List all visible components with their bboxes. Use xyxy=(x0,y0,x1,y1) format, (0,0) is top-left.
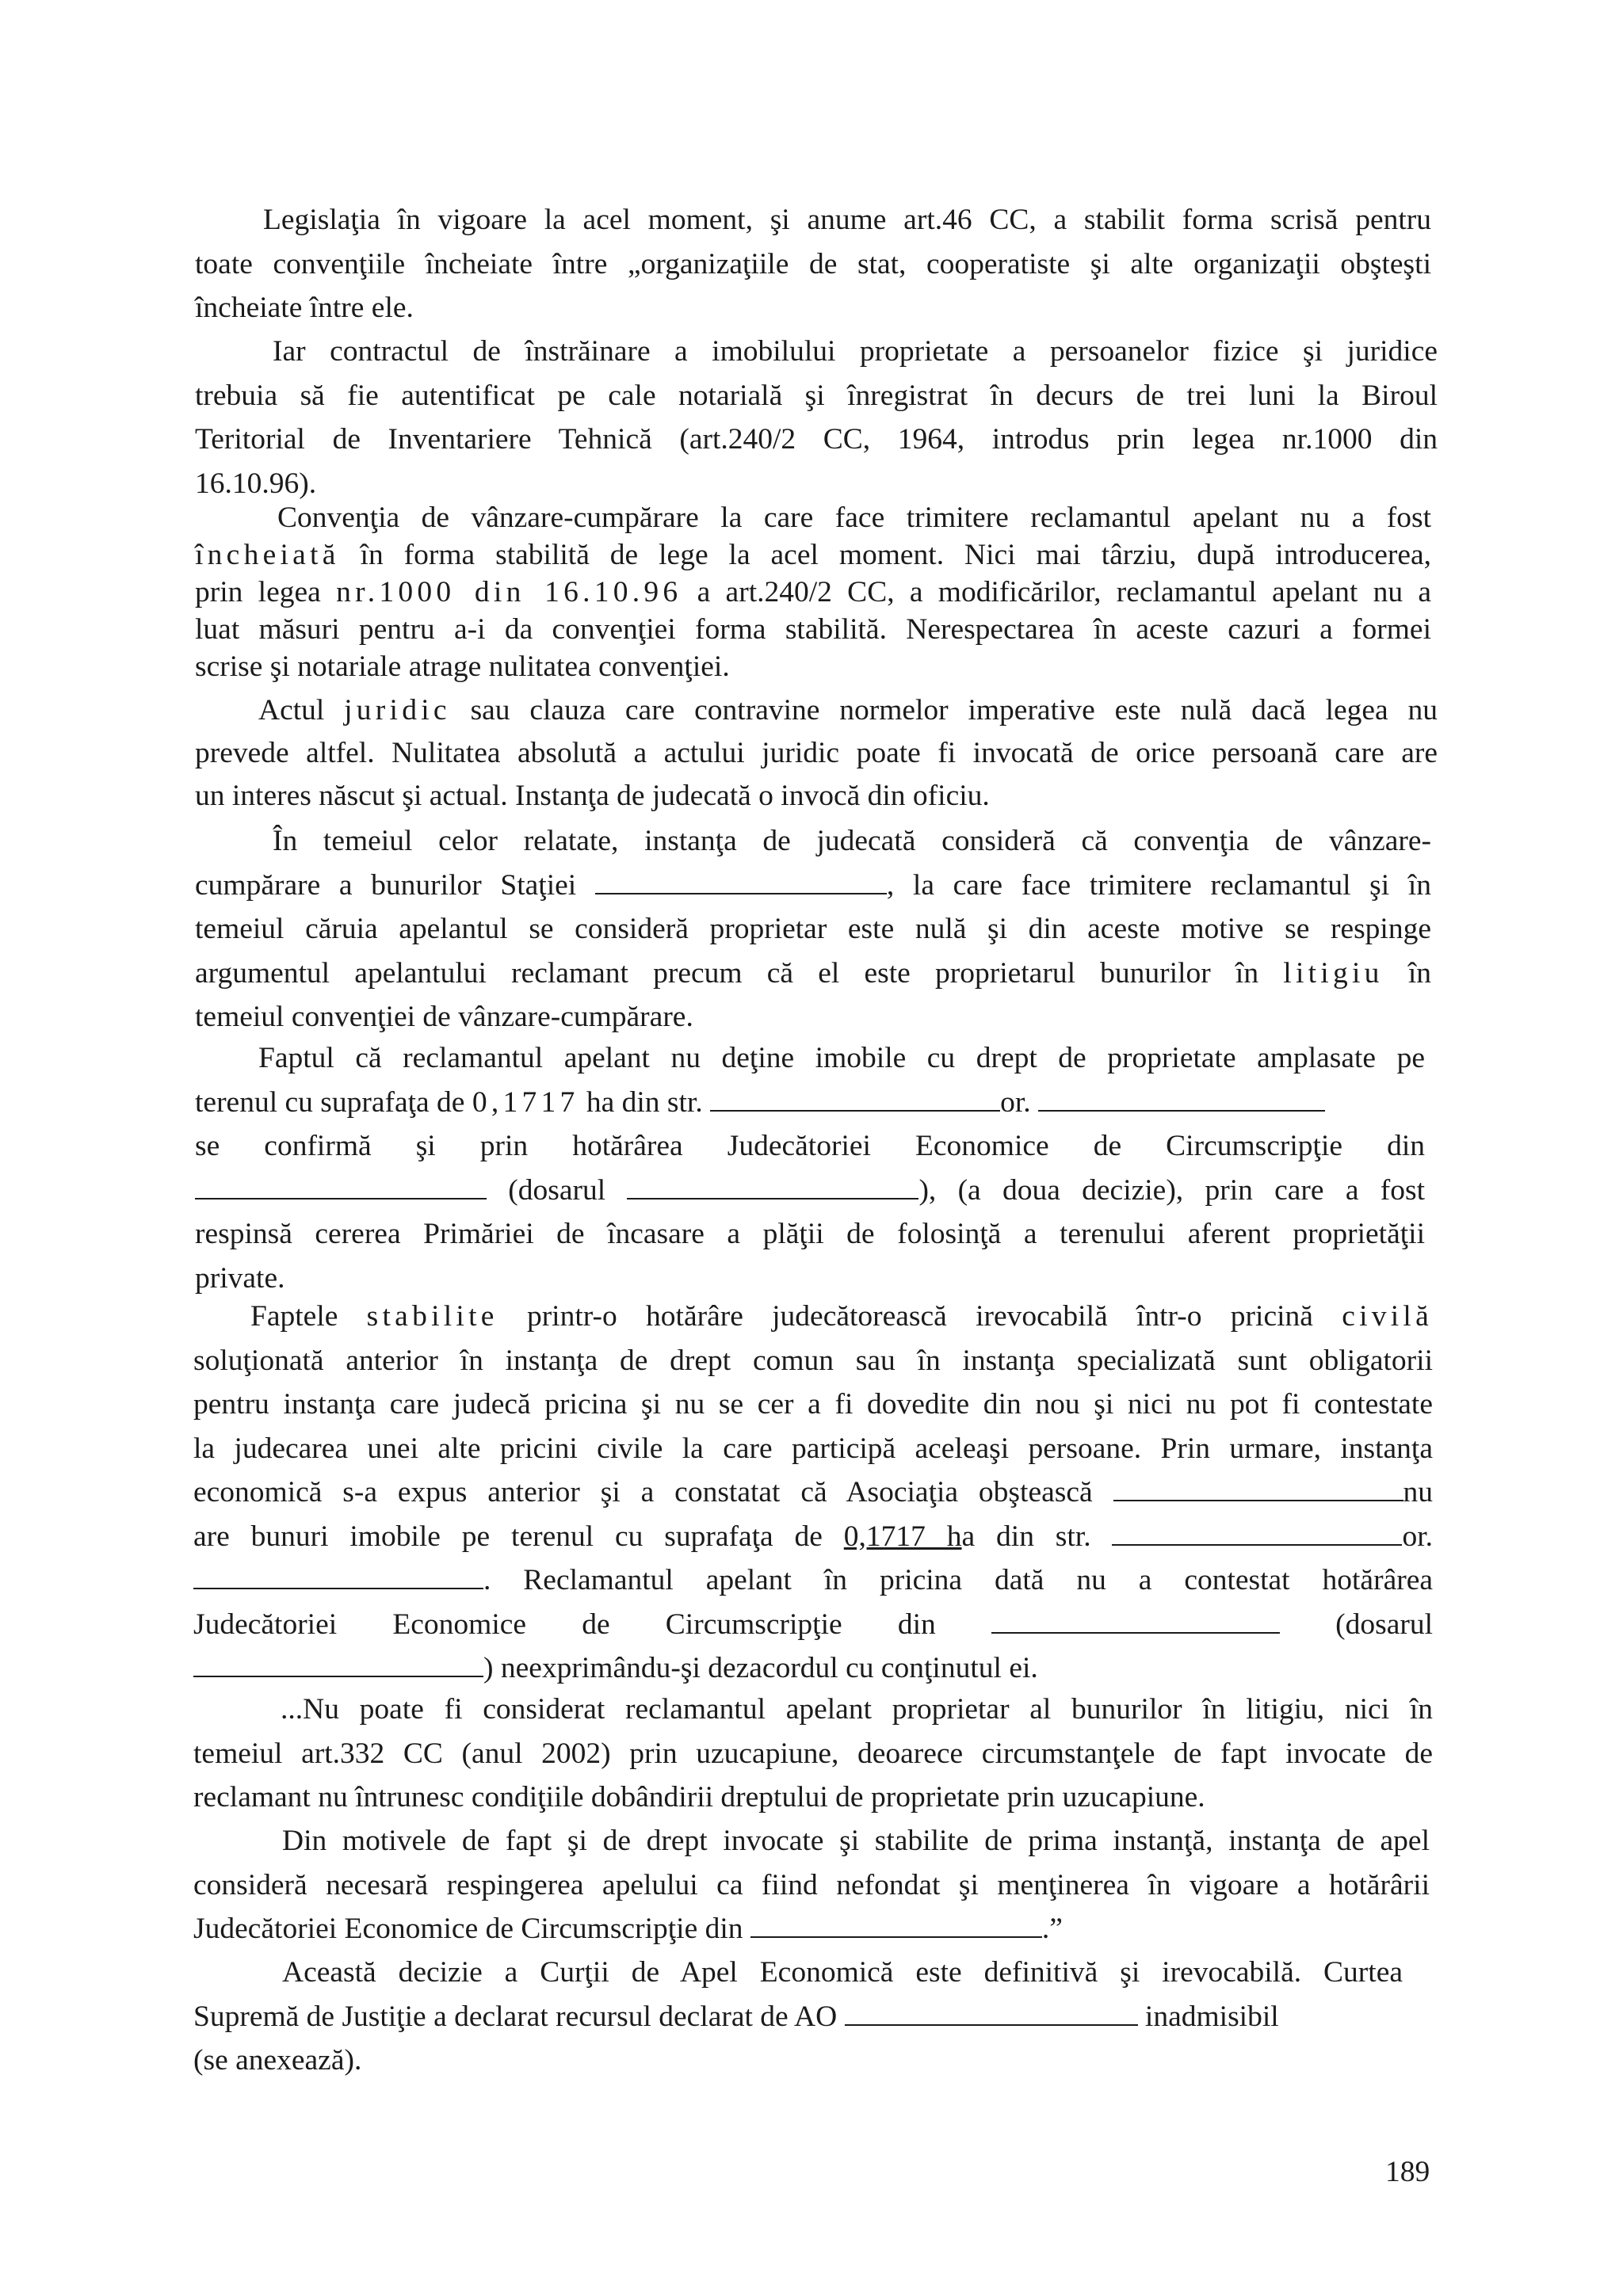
text-line: încheiate între ele. xyxy=(195,292,414,324)
blank-field xyxy=(710,1081,1000,1112)
text-line: reclamant nu întrunesc condiţiile dobândirii dreptului de proprietate prin uzucapiune. xyxy=(193,1781,1205,1814)
blank-field xyxy=(1038,1081,1325,1112)
text-line: consideră necesară respingerea apelului ca fiind nefondat şi menţinerea în vigoare a hotărârii xyxy=(193,1868,1430,1901)
text-line: private. xyxy=(195,1261,285,1295)
paragraph-1 xyxy=(195,198,1431,330)
text-line xyxy=(195,864,1431,908)
text-segment: în xyxy=(1383,956,1432,990)
text-segment: Judecătoriei Economice de Circumscripţie din xyxy=(193,1913,750,1945)
blank-field xyxy=(1112,1516,1402,1546)
text-line: respinsă cererea Primăriei de încasare a plăţii de folosinţă a terenului aferent proprietăţii xyxy=(195,1218,1425,1250)
paragraph-3 xyxy=(195,499,1431,685)
text-segment: Judecătoriei Economice de Circumscripţie din xyxy=(193,1608,991,1641)
paragraph-4 xyxy=(195,689,1438,818)
blank-field xyxy=(195,1169,487,1199)
paragraph-7 xyxy=(193,1295,1433,1691)
text-line: luat măsuri pentru a-i da convenţiei forma stabilită. Nerespectarea în aceste cazuri a formei xyxy=(195,613,1431,646)
text-segment: prin legea xyxy=(195,576,337,608)
text-line: ...Nu poate fi considerat reclamantul apelant proprietar al bunurilor în litigiu, nici în xyxy=(281,1693,1433,1726)
underlined-area: 0,1717 h xyxy=(843,1520,962,1553)
text-segment: printr-o hotărâre judecătorească irevocabilă într-o pricină xyxy=(498,1300,1342,1333)
text-segment: (dosarul xyxy=(1279,1608,1434,1641)
text-segment: cumpărare a bunurilor Staţiei xyxy=(195,868,595,902)
text-line: pentru instanţa care judecă pricina şi nu se cer a fi dovedite din nou şi nici nu pot fi contestate xyxy=(193,1388,1433,1421)
spaced-word: civilă xyxy=(1342,1300,1433,1333)
text-segment: Supremă de Justiţie a declarat recursul declarat de AO xyxy=(193,2000,845,2033)
text-line xyxy=(195,1081,1425,1125)
text-segment: în forma stabilită de lege la acel moment. Nici mai târziu, după introducerea, xyxy=(339,539,1431,571)
paragraph-2 xyxy=(195,330,1438,505)
paragraph-5 xyxy=(195,819,1431,1039)
text-line: prevede altfel. Nulitatea absolută a actului juridic poate fi invocată de orice persoană care are xyxy=(195,737,1438,769)
text-segment: . Reclamantul apelant în pricina dată nu a contestat hotărârea xyxy=(483,1564,1433,1596)
text-line: Din motivele de fapt şi de drept invocate şi stabilite de prima instanţă, instanţa de apel xyxy=(282,1825,1430,1857)
paragraph-10 xyxy=(193,1951,1403,2083)
text-segment: or. xyxy=(1402,1520,1434,1553)
blank-field xyxy=(193,1647,483,1677)
text-line xyxy=(195,952,1431,996)
text-segment: Actul xyxy=(258,694,345,727)
text-segment: sau clauza care contravine normelor imperative este nulă dacă legea nu xyxy=(450,694,1438,727)
text-segment: argumentul apelantului reclamant precum că el este proprietarul bunurilor în xyxy=(195,956,1284,990)
text-segment: terenul cu suprafaţa de xyxy=(195,1085,472,1119)
text-line xyxy=(195,689,1438,732)
text-line: Faptul că reclamantul apelant nu deţine imobile cu drept de proprietate amplasate pe xyxy=(258,1042,1425,1074)
text-line: se confirmă şi prin hotărârea Judecătoriei Economice de Circumscripţie din xyxy=(195,1130,1425,1162)
page-number: 189 xyxy=(1385,2156,1430,2188)
text-segment: (dosarul xyxy=(487,1173,628,1207)
text-line: Iar contractul de înstrăinare a imobilului proprietate a persoanelor fizice şi juridice xyxy=(273,335,1438,368)
text-line: temeiul art.332 CC (anul 2002) prin uzucapiune, deoarece circumstanţele de fapt invocate de xyxy=(193,1737,1433,1770)
text-line xyxy=(193,1515,1433,1559)
text-segment: Faptele xyxy=(250,1300,367,1333)
text-segment: are bunuri imobile pe terenul cu suprafaţa de xyxy=(193,1520,844,1553)
text-line: soluţionată anterior în instanţa de drept comun sau în instanţa specializată sunt obligatorii xyxy=(193,1344,1433,1377)
text-line: la judecarea unei alte pricini civile la care participă aceleaşi persoane. Prin urmare, instanţa xyxy=(193,1432,1433,1465)
paragraph-9 xyxy=(193,1819,1430,1951)
text-segment: , la care face trimitere reclamantul şi în xyxy=(886,868,1432,902)
text-line: 16.10.96). xyxy=(195,467,317,500)
text-segment: ha din str. xyxy=(579,1085,711,1119)
text-line: temeiul căruia apelantul se consideră proprietar este nulă şi din aceste motive se respinge xyxy=(195,913,1431,945)
text-segment: nu xyxy=(1403,1476,1433,1508)
text-segment: economică s-a expus anterior şi a constatat că Asociaţia obştească xyxy=(193,1476,1113,1508)
text-line xyxy=(193,1470,1433,1515)
text-segment: .” xyxy=(1041,1913,1063,1945)
text-segment: ) neexprimându-şi dezacordul cu conţinutul ei. xyxy=(483,1652,1038,1684)
text-segment: ), (a doua decizie), prin care a fost xyxy=(918,1173,1425,1207)
text-line xyxy=(193,1558,1433,1603)
text-line: toate convenţiile încheiate între „organizaţiile de stat, cooperatiste şi alte organizaţii obşteşti xyxy=(195,247,1431,280)
spaced-word: încheiată xyxy=(195,539,340,571)
text-line: un interes născut şi actual. Instanţa de judecată o invocă din oficiu. xyxy=(195,780,990,812)
text-segment: or. xyxy=(1000,1085,1038,1119)
blank-field xyxy=(991,1604,1280,1634)
paragraph-8 xyxy=(193,1688,1433,1820)
text-line: trebuia să fie autentificat pe cale notarială şi înregistrat în decurs de trei luni la Biroul xyxy=(195,379,1438,412)
text-line xyxy=(195,1169,1425,1213)
text-line xyxy=(195,536,1431,574)
blank-field xyxy=(627,1169,918,1199)
text-line: Convenţia de vânzare-cumpărare la care face trimitere reclamantul apelant nu a fost xyxy=(277,502,1431,534)
text-line: Legislaţia în vigoare la acel moment, şi anume art.46 CC, a stabilit forma scrisă pentru xyxy=(263,204,1431,236)
text-segment: a art.240/2 CC, a modificărilor, reclamantul apelant nu a xyxy=(682,576,1432,608)
text-line xyxy=(193,1295,1433,1339)
spaced-word: juridic xyxy=(344,694,451,727)
text-line xyxy=(195,574,1431,611)
spaced-number: 0,1717 xyxy=(472,1085,579,1119)
text-line xyxy=(193,1907,1430,1951)
text-segment: inadmisibil xyxy=(1137,2000,1279,2033)
blank-field xyxy=(845,1996,1138,2026)
paragraph-6 xyxy=(195,1036,1425,1300)
text-line xyxy=(193,1995,1403,2039)
spaced-word: stabilite xyxy=(366,1300,498,1333)
text-line xyxy=(193,1646,1433,1691)
text-line: scrise şi notariale atrage nulitatea convenţiei. xyxy=(195,650,730,683)
text-line: Teritorial de Inventariere Tehnică (art.240/2 CC, 1964, introdus prin legea nr.1000 din xyxy=(195,423,1438,456)
blank-field xyxy=(193,1559,483,1589)
text-line: În temeiul celor relatate, instanţa de judecată consideră că convenţia de vânzare- xyxy=(273,825,1431,857)
spaced-reference: nr.1000 din 16.10.96 xyxy=(336,576,682,608)
spaced-word: litigiu xyxy=(1283,956,1384,990)
blank-field xyxy=(750,1908,1042,1938)
text-line xyxy=(193,1603,1433,1647)
blank-field xyxy=(595,864,887,894)
text-segment: a din str. xyxy=(961,1520,1113,1553)
text-line: Această decizie a Curţii de Apel Economică este definitivă şi irevocabilă. Curtea xyxy=(282,1956,1403,1989)
blank-field xyxy=(1113,1471,1403,1501)
text-line: (se anexează). xyxy=(193,2044,362,2077)
text-line: temeiul convenţiei de vânzare-cumpărare. xyxy=(195,1001,693,1033)
